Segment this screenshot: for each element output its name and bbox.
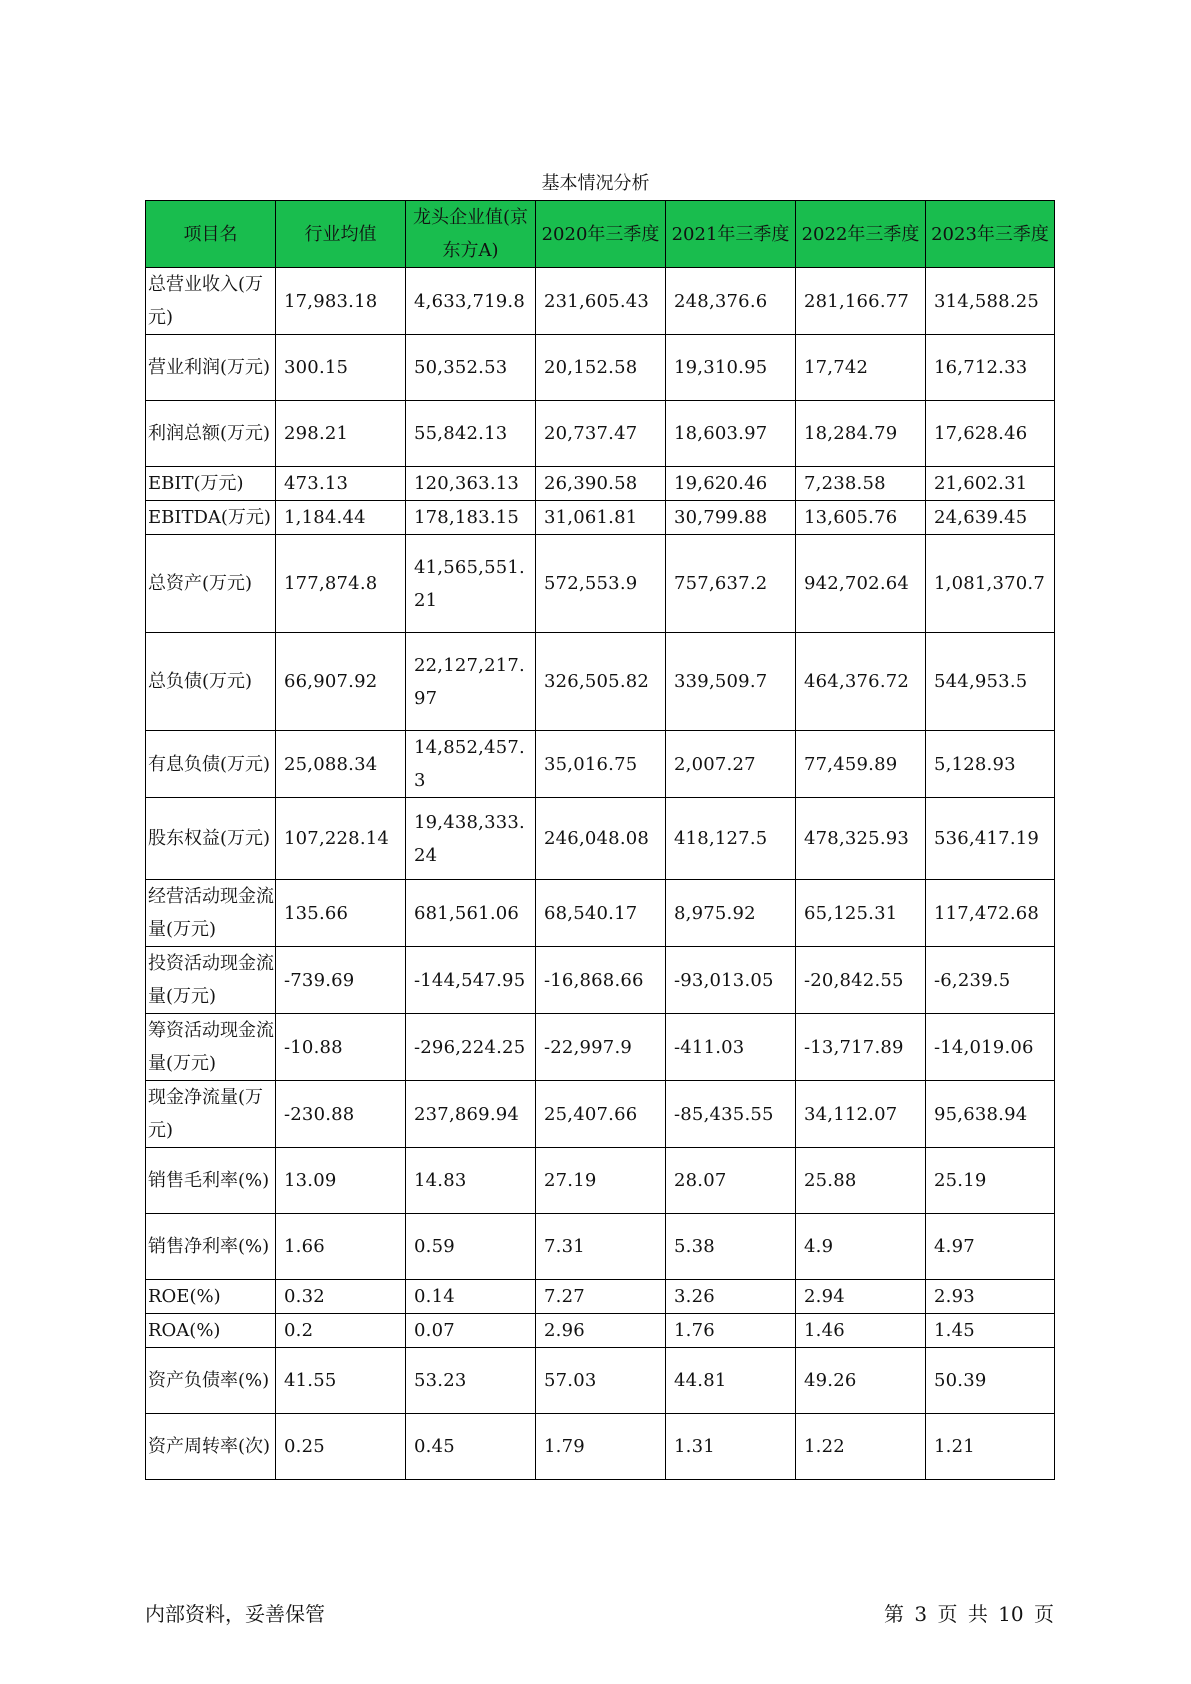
value-cell: 21,602.31: [926, 467, 1055, 501]
table-row: [146, 335, 1055, 401]
value-cell: 28.07: [666, 1148, 796, 1214]
value-cell: 25.19: [926, 1148, 1055, 1214]
table-row: [146, 1014, 1055, 1081]
value-cell: -13,717.89: [796, 1014, 926, 1081]
table-row: [146, 1348, 1055, 1414]
value-cell: 77,459.89: [796, 731, 926, 798]
value-cell: 3.26: [666, 1280, 796, 1314]
row-label-cell: 资产负债率(%): [146, 1348, 276, 1414]
value-cell: 2.94: [796, 1280, 926, 1314]
value-cell: 300.15: [276, 335, 406, 401]
value-cell: 7.27: [536, 1280, 666, 1314]
value-cell: 135.66: [276, 880, 406, 947]
value-cell: 16,712.33: [926, 335, 1055, 401]
value-cell: 17,983.18: [276, 268, 406, 335]
row-label-cell: 投资活动现金流量(万元): [146, 947, 276, 1014]
value-cell: 572,553.9: [536, 535, 666, 633]
value-cell: 544,953.5: [926, 633, 1055, 731]
value-cell: 0.59: [406, 1214, 536, 1280]
value-cell: 4.97: [926, 1214, 1055, 1280]
value-cell: 1.66: [276, 1214, 406, 1280]
row-label-cell: 资产周转率(次): [146, 1414, 276, 1480]
value-cell: 117,472.68: [926, 880, 1055, 947]
value-cell: 237,869.94: [406, 1081, 536, 1148]
value-cell: 120,363.13: [406, 467, 536, 501]
value-cell: 248,376.6: [666, 268, 796, 335]
header-cell: 2021年三季度: [666, 201, 796, 268]
table-row: [146, 880, 1055, 947]
row-label-cell: ROE(%): [146, 1280, 276, 1314]
value-cell: -16,868.66: [536, 947, 666, 1014]
value-cell: -93,013.05: [666, 947, 796, 1014]
value-cell: 17,742: [796, 335, 926, 401]
table-row: [146, 947, 1055, 1014]
row-label-cell: 经营活动现金流量(万元): [146, 880, 276, 947]
header-cell: 2022年三季度: [796, 201, 926, 268]
table-row: [146, 401, 1055, 467]
confidential-note: 内部资料，妥善保管: [145, 1602, 325, 1626]
value-cell: -411.03: [666, 1014, 796, 1081]
value-cell: 473.13: [276, 467, 406, 501]
value-cell: 4,633,719.8: [406, 268, 536, 335]
header-cell: 龙头企业值(京东方A): [406, 201, 536, 268]
value-cell: 1.46: [796, 1314, 926, 1348]
row-label-cell: 股东权益(万元): [146, 798, 276, 880]
value-cell: 7,238.58: [796, 467, 926, 501]
value-cell: 0.2: [276, 1314, 406, 1348]
row-label-cell: EBITDA(万元): [146, 501, 276, 535]
row-label-cell: 筹资活动现金流量(万元): [146, 1014, 276, 1081]
table-title: 基本情况分析: [541, 173, 650, 194]
value-cell: 418,127.5: [666, 798, 796, 880]
value-cell: 30,799.88: [666, 501, 796, 535]
value-cell: 1,081,370.7: [926, 535, 1055, 633]
value-cell: 2.93: [926, 1280, 1055, 1314]
table-row: [146, 1280, 1055, 1314]
value-cell: 35,016.75: [536, 731, 666, 798]
value-cell: 57.03: [536, 1348, 666, 1414]
value-cell: 20,152.58: [536, 335, 666, 401]
table-row: [146, 1414, 1055, 1480]
value-cell: 44.81: [666, 1348, 796, 1414]
value-cell: 34,112.07: [796, 1081, 926, 1148]
value-cell: 14.83: [406, 1148, 536, 1214]
value-cell: 24,639.45: [926, 501, 1055, 535]
value-cell: 5,128.93: [926, 731, 1055, 798]
value-cell: 53.23: [406, 1348, 536, 1414]
value-cell: 177,874.8: [276, 535, 406, 633]
table-row: [146, 535, 1055, 633]
table-row: [146, 1314, 1055, 1348]
value-cell: 757,637.2: [666, 535, 796, 633]
value-cell: 2.96: [536, 1314, 666, 1348]
value-cell: 0.14: [406, 1280, 536, 1314]
value-cell: -10.88: [276, 1014, 406, 1081]
table-row: [146, 501, 1055, 535]
table-row: [146, 1081, 1055, 1148]
value-cell: -20,842.55: [796, 947, 926, 1014]
value-cell: 50,352.53: [406, 335, 536, 401]
table-row: [146, 467, 1055, 501]
value-cell: -739.69: [276, 947, 406, 1014]
value-cell: 22,127,217.97: [406, 633, 536, 731]
value-cell: 178,183.15: [406, 501, 536, 535]
row-label-cell: 利润总额(万元): [146, 401, 276, 467]
value-cell: 7.31: [536, 1214, 666, 1280]
value-cell: -230.88: [276, 1081, 406, 1148]
value-cell: -85,435.55: [666, 1081, 796, 1148]
value-cell: 281,166.77: [796, 268, 926, 335]
row-label-cell: 总资产(万元): [146, 535, 276, 633]
value-cell: 19,310.95: [666, 335, 796, 401]
basic-analysis-table: [145, 200, 1055, 1480]
value-cell: 107,228.14: [276, 798, 406, 880]
value-cell: 20,737.47: [536, 401, 666, 467]
row-label-cell: EBIT(万元): [146, 467, 276, 501]
row-label-cell: 总营业收入(万元): [146, 268, 276, 335]
value-cell: 246,048.08: [536, 798, 666, 880]
value-cell: 0.07: [406, 1314, 536, 1348]
value-cell: 18,284.79: [796, 401, 926, 467]
value-cell: 1,184.44: [276, 501, 406, 535]
value-cell: 298.21: [276, 401, 406, 467]
value-cell: 1.22: [796, 1414, 926, 1480]
value-cell: 25.88: [796, 1148, 926, 1214]
value-cell: 4.9: [796, 1214, 926, 1280]
value-cell: -14,019.06: [926, 1014, 1055, 1081]
value-cell: 68,540.17: [536, 880, 666, 947]
value-cell: -6,239.5: [926, 947, 1055, 1014]
row-label-cell: 总负债(万元): [146, 633, 276, 731]
value-cell: 464,376.72: [796, 633, 926, 731]
value-cell: 8,975.92: [666, 880, 796, 947]
value-cell: 65,125.31: [796, 880, 926, 947]
row-label-cell: 销售净利率(%): [146, 1214, 276, 1280]
table-row: [146, 1214, 1055, 1280]
value-cell: 0.32: [276, 1280, 406, 1314]
header-cell: 2020年三季度: [536, 201, 666, 268]
value-cell: 41.55: [276, 1348, 406, 1414]
value-cell: 14,852,457.3: [406, 731, 536, 798]
value-cell: 27.19: [536, 1148, 666, 1214]
value-cell: 50.39: [926, 1348, 1055, 1414]
table-row: [146, 731, 1055, 798]
value-cell: 25,088.34: [276, 731, 406, 798]
value-cell: 66,907.92: [276, 633, 406, 731]
header-cell: 行业均值: [276, 201, 406, 268]
table-row: [146, 268, 1055, 335]
value-cell: 1.45: [926, 1314, 1055, 1348]
value-cell: 18,603.97: [666, 401, 796, 467]
value-cell: 681,561.06: [406, 880, 536, 947]
row-label-cell: 营业利润(万元): [146, 335, 276, 401]
value-cell: 26,390.58: [536, 467, 666, 501]
table-header-row: [146, 201, 1055, 268]
value-cell: -144,547.95: [406, 947, 536, 1014]
value-cell: 95,638.94: [926, 1081, 1055, 1148]
value-cell: 339,509.7: [666, 633, 796, 731]
value-cell: 2,007.27: [666, 731, 796, 798]
value-cell: 0.45: [406, 1414, 536, 1480]
value-cell: 478,325.93: [796, 798, 926, 880]
value-cell: -22,997.9: [536, 1014, 666, 1081]
value-cell: 25,407.66: [536, 1081, 666, 1148]
value-cell: 231,605.43: [536, 268, 666, 335]
value-cell: 942,702.64: [796, 535, 926, 633]
header-cell: 项目名: [146, 201, 276, 268]
value-cell: 17,628.46: [926, 401, 1055, 467]
value-cell: 314,588.25: [926, 268, 1055, 335]
page-number: 第 3 页 共 10 页: [884, 1602, 1054, 1626]
value-cell: 49.26: [796, 1348, 926, 1414]
row-label-cell: 现金净流量(万元): [146, 1081, 276, 1148]
row-label-cell: 有息负债(万元): [146, 731, 276, 798]
value-cell: 0.25: [276, 1414, 406, 1480]
value-cell: 13.09: [276, 1148, 406, 1214]
header-cell: 2023年三季度: [926, 201, 1055, 268]
value-cell: 5.38: [666, 1214, 796, 1280]
row-label-cell: 销售毛利率(%): [146, 1148, 276, 1214]
value-cell: 31,061.81: [536, 501, 666, 535]
value-cell: 536,417.19: [926, 798, 1055, 880]
value-cell: 55,842.13: [406, 401, 536, 467]
value-cell: 19,620.46: [666, 467, 796, 501]
table-row: [146, 633, 1055, 731]
value-cell: 1.21: [926, 1414, 1055, 1480]
table-row: [146, 798, 1055, 880]
value-cell: 41,565,551.21: [406, 535, 536, 633]
value-cell: 1.76: [666, 1314, 796, 1348]
value-cell: 1.79: [536, 1414, 666, 1480]
value-cell: 19,438,333.24: [406, 798, 536, 880]
value-cell: 1.31: [666, 1414, 796, 1480]
value-cell: -296,224.25: [406, 1014, 536, 1081]
row-label-cell: ROA(%): [146, 1314, 276, 1348]
table-row: [146, 1148, 1055, 1214]
value-cell: 326,505.82: [536, 633, 666, 731]
value-cell: 13,605.76: [796, 501, 926, 535]
